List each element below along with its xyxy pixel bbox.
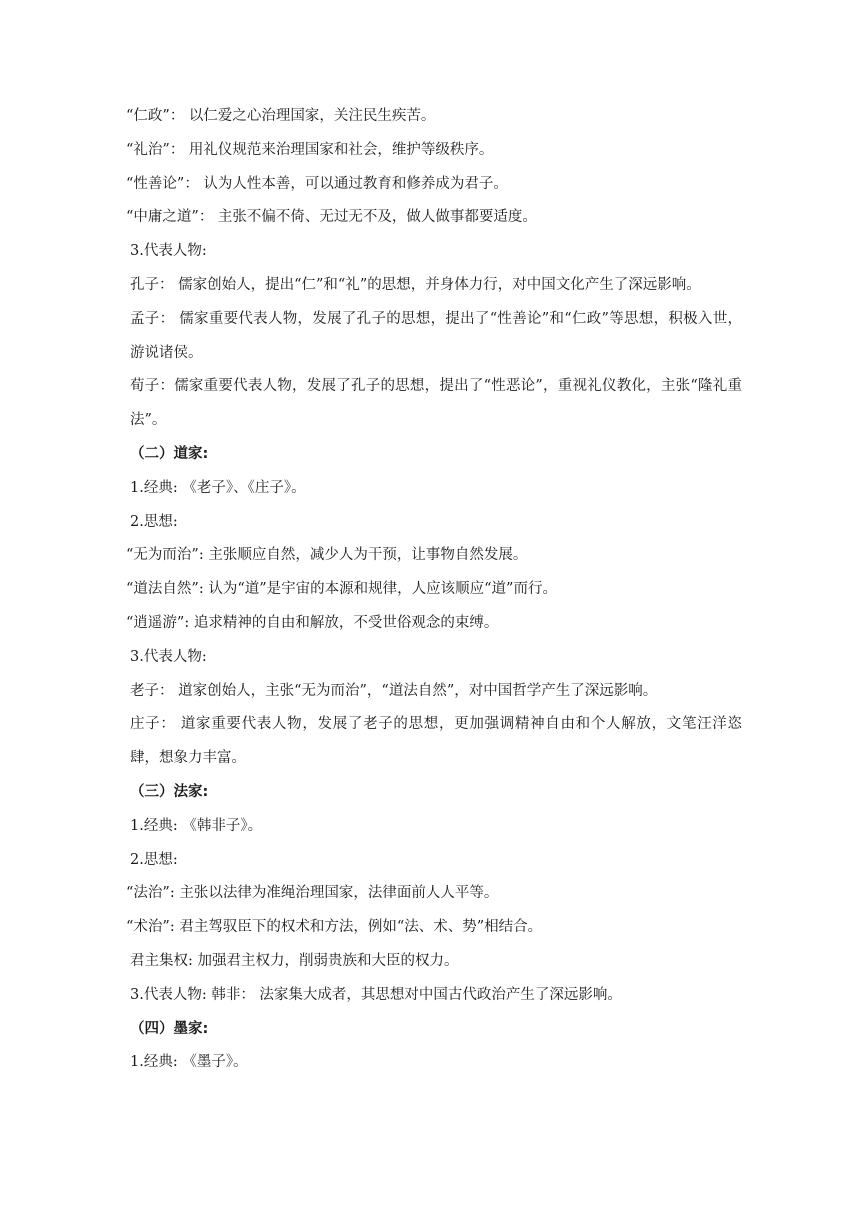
shuzhi-line: “术治”: 君主驾驭臣下的权术和方法，例如“法、术、势”相结合。 <box>126 919 543 936</box>
fa-rep-line: 3.代表人物: 韩非： 法家集大成者，其思想对中国古代政治产生了深远影响。 <box>130 986 622 1003</box>
laozi-line: 老子： 道家创始人，主张“无为而治”，“道法自然”，对中国哲学产生了深远影响。 <box>130 682 658 699</box>
mo-classics: 1.经典: 《墨子》。 <box>130 1054 248 1071</box>
xunzi-para: 荀子：儒家重要代表人物，发展了孔子的思想，提出了“性恶论”，重视礼仪教化，主张“隆礼重法”。 <box>130 378 742 429</box>
fa-thought-title: 2.思想: <box>130 851 178 868</box>
fazhi-line: “法治”: 主张以法律为准绳治理国家，法律面前人人平等。 <box>126 885 499 902</box>
wuwei-line: “无为而治”: 主张顺应自然，减少人为干预，让事物自然发展。 <box>126 547 528 564</box>
xing-shan-line: “性善论”： 认为人性本善，可以通过教育和修养成为君子。 <box>126 175 508 192</box>
jiquan-line: 君主集权: 加强君主权力，削弱贵族和大臣的权力。 <box>130 952 459 969</box>
fa-classics: 1.经典: 《韩非子》。 <box>130 817 263 834</box>
dao-heading: （二）道家: <box>130 445 209 462</box>
zhuangzi-para: 庄子： 道家重要代表人物，发展了老子的思想，更加强调精神自由和个人解放，文笔汪洋恣肆，想象力丰富。 <box>130 716 742 767</box>
ren-zheng-line: “仁政”： 以仁爱之心治理国家，关注民生疾苦。 <box>126 108 436 124</box>
daofa-line: “道法自然”: 认为“道”是宇宙的本源和规律，人应该顺应“道”而行。 <box>126 581 557 598</box>
li-zhi-line: “礼治”： 用礼仪规范来治理国家和社会，维护等级秩序。 <box>126 141 494 158</box>
kongzi-para: 孔子： 儒家创始人，提出“仁”和“礼”的思想，并身体力行，对中国文化产生了深远影响。 <box>130 276 701 293</box>
xiaoyao-line: “逍遥游”: 追求精神的自由和解放，不受世俗观念的束缚。 <box>126 614 499 631</box>
document-page <box>126 100 742 1080</box>
zhong-yong-line: “中庸之道”： 主张不偏不倚、无过无不及，做人做事都要适度。 <box>126 209 537 226</box>
mengzi-para: 孟子： 儒家重要代表人物，发展了孔子的思想，提出了“性善论”和“仁政”等思想，积极入世，游说诸侯。 <box>130 310 742 361</box>
dao-rep-title: 3.代表人物: <box>130 648 207 665</box>
ru-rep-title: 3.代表人物: <box>130 243 207 260</box>
dao-thought-title: 2.思想: <box>130 513 178 530</box>
dao-classics: 1.经典: 《老子》、《庄子》。 <box>130 479 306 496</box>
fa-heading: （三）法家: <box>130 783 209 800</box>
mo-heading: （四）墨家: <box>130 1020 209 1037</box>
